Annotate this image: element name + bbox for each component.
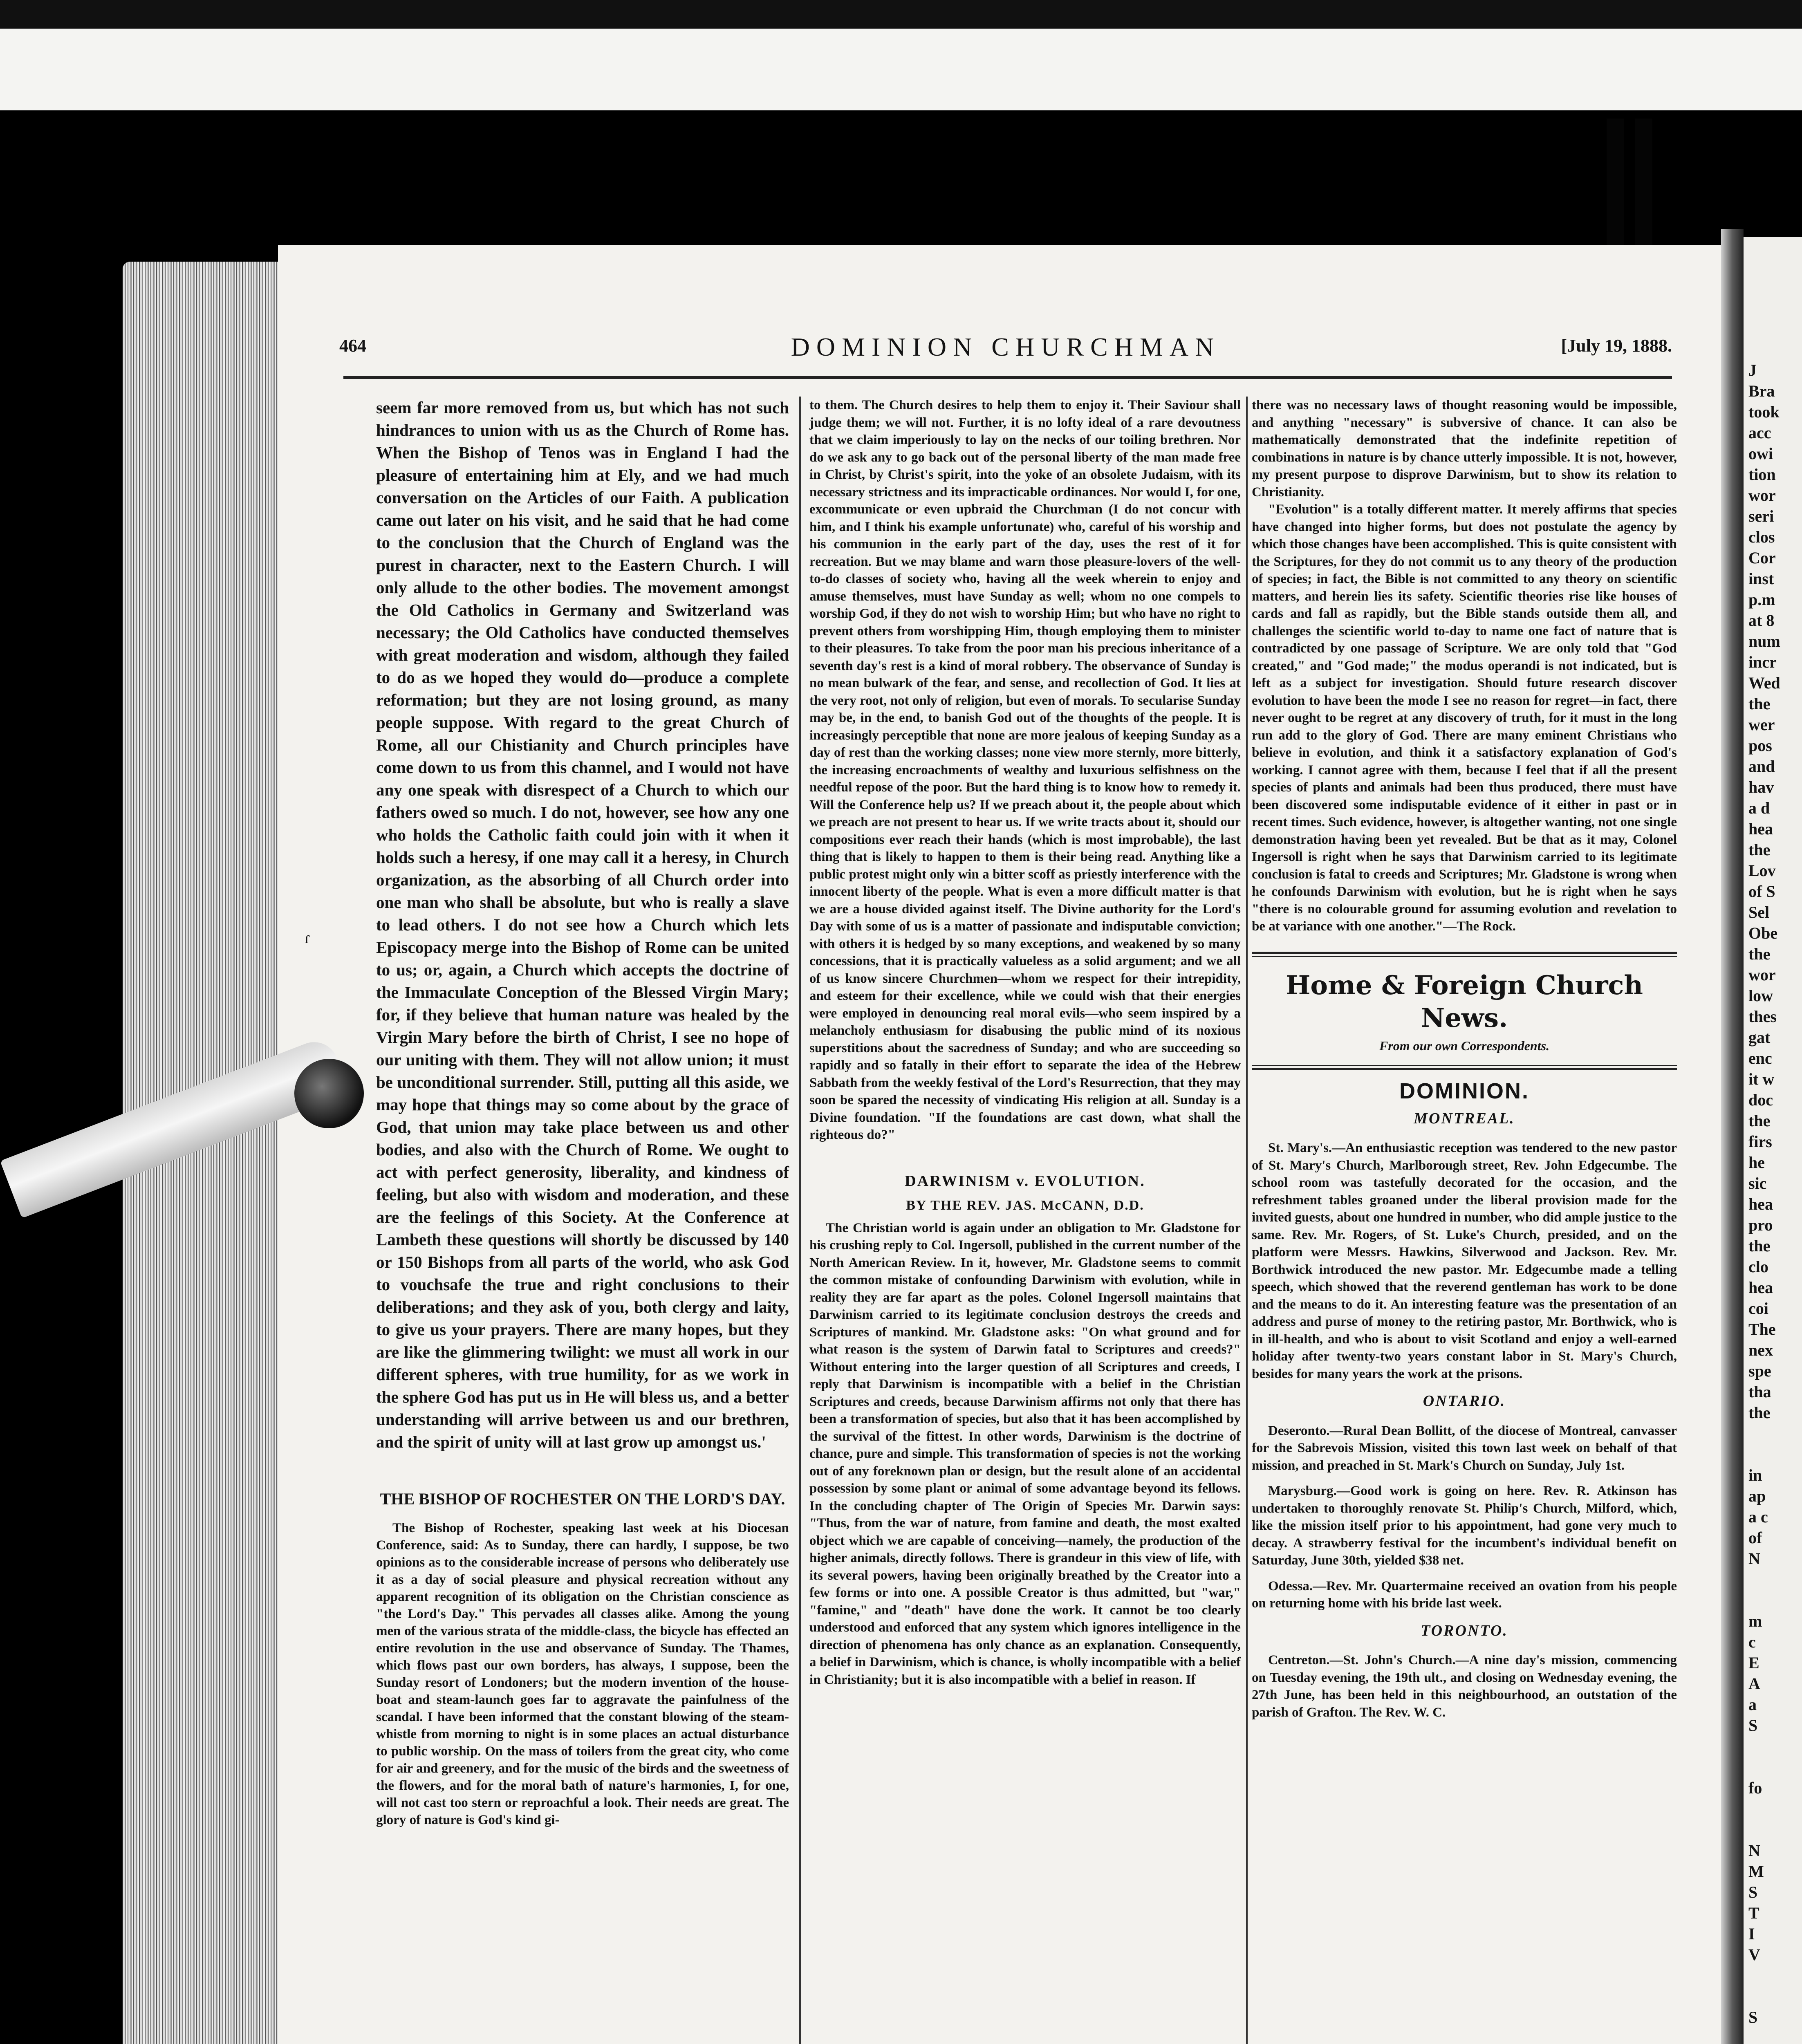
scan-top-band bbox=[0, 29, 1802, 110]
next-page-fragment-line bbox=[1744, 1965, 1802, 1986]
next-page-fragment-line: doc bbox=[1748, 1091, 1773, 1109]
banner-top-rule bbox=[1252, 952, 1677, 957]
next-page-fragment-line bbox=[1744, 1757, 1802, 1777]
column-left bbox=[376, 397, 789, 1829]
next-page-fragment-line: hea bbox=[1748, 1278, 1773, 1297]
next-page-fragment-line: hea bbox=[1748, 1195, 1773, 1213]
next-page-fragment-line: wor bbox=[1748, 486, 1776, 504]
next-page-fragment-line: c bbox=[1748, 1633, 1756, 1651]
next-page-fragment-line: a d bbox=[1748, 799, 1770, 817]
next-page-fragment-line bbox=[1744, 1569, 1802, 1590]
church-union-address-text: seem far more removed from us, but which has not such hindrances to union with us as the Church of Rome has. When the Bishop of Tenos was in England I had the pleasure of entertaining him at Ely, and we had much conversation on the Articles of our Faith. A publication came out later on his visit, and he said that he had come to the conclusion that the Church of England was the purest in character, next to the Eastern Church. I will only allude to the other bodies. The movement amongst the Old Catholics in Germany and Switzerland was necessary; the Old Catholics have conducted themselves with great moderation and wisdom, although they failed to do as we hoped they would do—produce a complete reformation; but they are not losing ground, as many people suppose. With regard to the great Church of Rome, all our Chistianity and Church principles have come down to us from this channel, and I would not have any one speak with disrespect of a Church to which our fathers owed so much. I do not, however, see how any one who holds the Catholic faith could join with it when it holds such a heresy, if one may call it a heresy, in Church organization, as the absorbing of all Church order into one man who shall be absolute, but who is really a slave to lead others. I do not see how a Church which lets Episcopacy merge into the Bishop of Rome can be united to us; or, again, a Church which accepts the doctrine of the Immaculate Conception of the Blessed Virgin Mary; for, if they believe that human nature was healed by the Virgin Mary before the birth of Christ, I see no hope of our uniting with them. They will not allow union; it must be unconditional surrender. Still, putting all this aside, we may hope that things may so come about by the grace of God, that union may take place between us and other bodies, and also with the Church of Rome. We ought to act with perfect generosity, liberality, and kindness of feeling, but also with wisdom and moderation, and these are the feelings of this Society. At the Conference at Lambeth these questions will shortly be discussed by 140 or 150 Bishops from all parts of the world, who ask God to vouchsafe the true and right conclusions to their deliberations; and they ask of you, both clergy and laity, to give us your prayers. There are many hopes, but they are like the glimmering twilight: we must all work in our different spheres, with true humility, for as we work in the sphere God has put us in He will bless us, and a better understanding will arrive between us and our brethren, and the spirit of unity will at last grow up amongst us.' bbox=[376, 398, 789, 1451]
next-page-fragment-line: nex bbox=[1748, 1341, 1773, 1359]
next-page-fragment-line: the bbox=[1748, 840, 1771, 859]
toronto-heading: TORONTO. bbox=[1421, 1622, 1508, 1639]
lords-day-continued-text: to them. The Church desires to help them to enjoy it. Their Saviour shall judge them; we will not. Further, it is no lofty ideal of a rare devoutness that we claim imperiously to lay on the necks of our toiling brethren. Nor do we ask any to go back out of the personal liberty of the man made free in Christ, by Christ's spirit, into the yoke of an obsolete Judaism, with its necessary strictness and its impracticable ordinances. Nor would I, for one, excommunicate or even upbraid the Churchman (I do not concur with him, and I think his example unfortunate) who, careful of his worship and his communion in the early part of the day, uses the rest of it for recreation. But we may blame and warn those pleasure-lovers of the well-to-do classes of society who, having all the week wherein to enjoy and amuse themselves, must have Sunday as well; whom no one compels to worship God, if they do not wish to worship Him; but who have no right to prevent others from worshipping Him, though employing them to minister to their pleasures. To take from the poor man his precious inheritance of a seventh day's rest is a kind of moral robbery. The observance of Sunday is no mean bulwark of the fear, and sense, and recollection of God. It lies at the very root, not only of religion, but even of morals. To secularise Sunday may be, in the end, to banish God out of the thoughts of the people. It is increasingly perceptible that none are more jealous of keeping Sunday as a day of rest than the working classes; none view more sternly, more bitterly, the increasing encroachments of wealthy and luxurious selfishness on the needful repose of the poor. But the hard thing is to know how to remedy it. Will the Conference help us? If we preach about it, the people about which we preach are not present to hear us. If we write tracts about it, should our compositions ever reach their hands (which is most improbable), the last thing that is likely to happen to them is their being read. Anything like a public protest might only win a bitter scoff as priestly interference with the innocent liberty of the people. What is even a more difficult matter is that we are a house divided against itself. The Divine authority for the Lord's Day with some of us is a matter of passionate and indisputable conviction; with others it is hedged by so many exceptions, and weakened by so many concessions, that it is practically valueless as a solid argument; and we all of us know sincere Churchmen—whom we respect for their intrepidity, and esteem for their excellence, while we could wish that their energies were employed in denouncing real moral evils—who seem inspired by a melancholy enthusiasm for disabusing the public mind of its noxious superstitions about the sacredness of Sunday; and who are succeeding so rapidly and so fatally in their effort to separate the idea of the Hebrew Sabbath from the weekly festival of the Lord's Resurrection, that they may soon be spared the necessity of vindicating His religion at all. Sunday is a Divine foundation. "If the foundations are cast down, what shall the righteous do?" bbox=[809, 398, 1241, 1142]
banner-bottom-rule bbox=[1252, 1065, 1677, 1070]
darwinism-continued-text: there was no necessary laws of thought reasoning would be impossible, and anything "necessary" is subversive of chance. It can also be mathematically demonstrated that the indefinite repetition of combinations in nature is by chance utterly impossible. It is not, however, my present purpose to disprove Darwinism, but to show its relation to Christianity. bbox=[1252, 398, 1677, 500]
dominion-heading: DOMINION. bbox=[1399, 1079, 1529, 1103]
correspondents-subtitle: From our own Correspondents. bbox=[1379, 1038, 1550, 1053]
next-page-fragment-line: spe bbox=[1748, 1362, 1771, 1380]
next-page-fragment-line: incr bbox=[1748, 653, 1777, 671]
next-page-fragment-line: Wed bbox=[1748, 674, 1780, 692]
next-page-fragment-line: it w bbox=[1748, 1070, 1775, 1088]
next-page-fragment-line: hav bbox=[1748, 778, 1774, 796]
next-page-fragment-line: S bbox=[1748, 2008, 1758, 2026]
next-page-fragment-line: Bra bbox=[1748, 382, 1775, 400]
margin-pencil-mark: ɾ bbox=[305, 928, 310, 947]
next-page-fragment-line: and bbox=[1748, 757, 1775, 775]
montreal-heading: MONTREAL. bbox=[1414, 1109, 1515, 1127]
next-page-fragment bbox=[1744, 237, 1802, 2044]
rochester-article-text: The Bishop of Rochester, speaking last week at his Diocesan Conference, said: As to Sunday, there can hardly, I suppose, be two opinions as to the considerable increase of persons who deliberately use it as a day of social pleasure and physical recreation without any apparent recognition of its obligation on the Christian conscience as "the Lord's Day." This pervades all classes alike. Among the young men of the various strata of the middle-class, the bicycle has effected an entire revolution in the use and observance of Sunday. The Thames, which flows past our own borders, has always, I suppose, been the Sunday resort of Londoners; but the modern invention of the house-boat and steam-launch goes far to aggravate the painfulness of the scandal. I have been informed that the constant blowing of the steam-whistle from morning to night is in some places an actual disturbance to public worship. On the mass of toilers from the great city, who come for air and greenery, and for the music of the birds and the sweetness of the flowers, and for the moral bath of nature's harmonies, I, for one, will not cast too stern or reproachful a look. Their needs are great. The glory of nature is God's kind gi- bbox=[376, 1521, 789, 1827]
darwinism-heading: DARWINISM v. EVOLUTION. bbox=[905, 1172, 1145, 1190]
next-page-fragment-line bbox=[1744, 1444, 1802, 1465]
next-page-fragment-line: fo bbox=[1748, 1779, 1762, 1797]
column-rule-2 bbox=[1246, 397, 1248, 2044]
next-page-fragment-line: m bbox=[1748, 1612, 1762, 1630]
next-page-fragment-line bbox=[1744, 1986, 1802, 2007]
next-page-fragment-line: seri bbox=[1748, 507, 1774, 525]
next-page-fragment-line: clos bbox=[1748, 528, 1775, 546]
next-page-fragment-line: hea bbox=[1748, 820, 1773, 838]
next-page-fragment-line: tion bbox=[1748, 465, 1776, 484]
next-page-fragment-line: wer bbox=[1748, 715, 1775, 734]
next-page-fragment-line: N bbox=[1748, 1549, 1760, 1568]
next-page-fragment-line: of S bbox=[1748, 882, 1775, 901]
next-page-fragment-line bbox=[1744, 1798, 1802, 1819]
next-page-fragment-line: J bbox=[1748, 361, 1757, 379]
next-page-fragment-line: gat bbox=[1748, 1028, 1771, 1047]
next-page-fragment-line: Sel bbox=[1748, 903, 1770, 921]
next-page-fragment-line: low bbox=[1748, 986, 1773, 1005]
next-page-fragment-line: enc bbox=[1748, 1049, 1772, 1067]
next-page-fragment-line: A bbox=[1748, 1674, 1760, 1693]
next-page-fragment-line: clo bbox=[1748, 1257, 1768, 1276]
column-middle bbox=[809, 397, 1241, 1688]
next-page-fragment-line: p.m bbox=[1748, 590, 1775, 609]
next-page-fragment-line: the bbox=[1748, 1112, 1771, 1130]
page-header bbox=[339, 332, 1672, 364]
next-page-fragment-line: sic bbox=[1748, 1174, 1767, 1192]
next-page-fragment-line: acc bbox=[1748, 424, 1771, 442]
next-page-fragment-line bbox=[1744, 1590, 1802, 1611]
publication-title: DOMINION CHURCHMAN bbox=[791, 332, 1221, 361]
church-news-banner: Home & Foreign Church News. bbox=[1285, 970, 1643, 1033]
header-rule bbox=[343, 376, 1672, 379]
next-page-fragment-line: S bbox=[1748, 1883, 1758, 1901]
next-page-fragment-line: S bbox=[1748, 1716, 1758, 1735]
next-page-fragment-line bbox=[1744, 1423, 1802, 1444]
next-page-fragment-line: the bbox=[1748, 1403, 1771, 1422]
next-page-fragment-line bbox=[1744, 1819, 1802, 1840]
next-page-fragment-line: T bbox=[1748, 1904, 1759, 1922]
deseronto-news-text: Deseronto.—Rural Dean Bollitt, of the diocese of Montreal, canvasser for the Sabrevois Mission, visited this town last week on behalf of that mission, and preached in St. Mark's Church on Sunday, July 1st. bbox=[1252, 1423, 1677, 1473]
book-gutter bbox=[1721, 229, 1744, 2044]
next-page-fragment-line: took bbox=[1748, 403, 1780, 421]
centreton-news-text: Centreton.—St. John's Church.—A nine day's mission, commencing on Tuesday evening, the 19th ult., and closing on Wednesday evening, the 27th June, has been held in this neighbourhood, an outstation of the parish of Grafton. The Rev. W. C. bbox=[1252, 1653, 1677, 1720]
next-page-fragment-line: inst bbox=[1748, 569, 1774, 588]
ontario-heading: ONTARIO. bbox=[1423, 1392, 1506, 1410]
next-page-fragment-line: Cor bbox=[1748, 549, 1776, 567]
issue-date: [July 19, 1888. bbox=[1561, 336, 1672, 356]
darwinism-byline: BY THE REV. JAS. McCANN, D.D. bbox=[906, 1198, 1144, 1213]
darwinism-text: The Christian world is again under an obligation to Mr. Gladstone for his crushing reply to Col. Ingersoll, published in the current number of the North American Review. In it, however, Mr. Gladstone seems to commit the common mistake of confounding Darwinism with evolution, while in reality they are far apart as the poles. Colonel Ingersoll maintains that Darwinism carried to its legitimate conclusion destroys the creeds and Scriptures of mankind. Mr. Gladstone asks: "On what ground and for what reason is the system of Darwin fatal to Scriptures and creeds?" Without entering into the larger question of all Scriptures and creeds, I reply that Darwinism is incompatible with a belief in the Christian Scriptures and creeds, because Darwinism affirms not only that there has been a transformation of species, but also that it has been accomplished by the survival of the fittest. In other words, Darwinism is the doctrine of chance, pure and simple. This transformation of species is not the working out of any foreknown plan or design, but the result alone of an accidental possession by some plant or animal of some advantage beyond its fellows. In the concluding chapter of The Origin of Species Mr. Darwin says: "Thus, from the war of nature, from famine and death, the most exalted object which we are capable of conceiving—namely, the production of the higher animals, directly follows. There is grandeur in this view of life, with its several powers, having been originally breathed by the Creator into a few forms or into one. A possible Creator is thus admitted, but "war," "famine," and "death" have done the work. It cannot be too clearly understood and enforced that any system which ignores intelligence in the direction of phenomena has only chance as an explanation. Consequently, a belief in Darwinism, which is chance, is wholly incompatible with a belief in Christianity; but it is also incompatible with a belief in reason. If bbox=[809, 1220, 1241, 1687]
montreal-news-text: St. Mary's.—An enthusiastic reception was tendered to the new pastor of St. Mary's Church, Marlborough street, Rev. John Edgecumbe. The school room was tastefully decorated for the occasion, and the refreshment tables groaned under the liberal provision made for the invited guests, about one hundred in number, who did ample justice to the same. Rev. Mr. Rogers, of St. Luke's Church, presided, and on the platform were Messrs. Hawkins, Silverwood and Jackson. Rev. Mr. Borthwick introduced the new pastor. Mr. Edgecumbe made a telling speech, which showed that the reverend gentleman has work to be done and the means to do it. An interesting feature was the presentation of an address and purse of money to the retiring pastor, Mr. Borthwick, who is in ill-health, and who is about to visit Scotland and enjoy a well-earned holiday after twenty-two years constant labor in St. Mary's Church, besides for many years the work at the prisons. bbox=[1252, 1141, 1677, 1381]
next-page-fragment-line: in bbox=[1748, 1466, 1762, 1484]
next-page-fragment-line: wor bbox=[1748, 966, 1776, 984]
column-right bbox=[1252, 397, 1677, 1729]
next-page-fragment-line: the bbox=[1748, 695, 1771, 713]
next-page-fragment-line: of bbox=[1748, 1529, 1762, 1547]
next-page-fragment-line: ap bbox=[1748, 1487, 1766, 1505]
next-page-fragment-line: M bbox=[1748, 1862, 1764, 1880]
next-page-fragment-line: the bbox=[1748, 945, 1771, 963]
next-page-fragment-line: a c bbox=[1748, 1508, 1768, 1526]
column-rule-1 bbox=[799, 397, 801, 2044]
next-page-fragment-line bbox=[1744, 1736, 1802, 1757]
marysburg-news-text: Marysburg.—Good work is going on here. Rev. R. Atkinson has undertaken to thoroughly renovate St. Philip's Church, Milford, which, like the mission itself prior to his appointment, had gone very much to decay. A strawberry festival for the incumbent's individual benefit on Saturday, June 30th, yielded $38 net. bbox=[1252, 1484, 1677, 1568]
next-page-fragment-line: num bbox=[1748, 632, 1780, 650]
next-page-fragment-line: owi bbox=[1748, 444, 1773, 463]
next-page-fragment-line: the bbox=[1748, 1237, 1771, 1255]
next-page-fragment-line: I bbox=[1748, 1925, 1755, 1943]
scan-top-border bbox=[0, 0, 1802, 29]
page-number: 464 bbox=[339, 336, 366, 356]
next-page-fragment-line: pos bbox=[1748, 736, 1772, 755]
next-page-fragment-line: at 8 bbox=[1748, 611, 1775, 630]
next-page-fragment-line: he bbox=[1748, 1153, 1765, 1172]
evolution-text: "Evolution" is a totally different matter. It merely affirms that species have changed into higher forms, but does not postulate the agency by which those changes have been accomplished. This is quite consistent with the Scriptures, for they do not commit us to any theory of the production of species; in fact, the Bible is not committed to any theory on scientific matters, and herein lies its safety. Scientific theories rise like houses of cards and fall as rapidly, but the Bible stands outside them all, and challenges the scientific world to-day to name one fact of nature that is contradicted by one passage of Scripture. We are only told that "God created," and "God made;" the modus operandi is not indicated, but is left as a subject for investigation. Should future research discover evolution to have been the mode I see no reason for regret—in fact, there never ought to be regret at any discovery of truth, for it must in the long run add to the glory of God. There are many eminent Christians who believe in evolution, and think it a satisfactory explanation of God's working. I cannot agree with them, because I feel that if all the present species of plants and animals had been thus produced, there must have been discovered some indisputable evidence of it either in past or in recent times. Such evidence, however, is altogether wanting, not one single demonstration having been yet revealed. But be that as it may, Colonel Ingersoll is right when he says that Darwinism carried to its legitimate conclusion is fatal to creeds and Scriptures; Mr. Gladstone is wrong when he confounds Darwinism with evolution, but he is right when he says "there is no colourable ground for assuming evolution and revelation to be at variance with one another."—The Rock. bbox=[1252, 502, 1677, 934]
next-page-fragment-line: coi bbox=[1748, 1299, 1768, 1318]
next-page-fragment-line: firs bbox=[1748, 1132, 1772, 1151]
next-page-fragment-line: The bbox=[1748, 1320, 1776, 1338]
next-page-fragment-line: a bbox=[1748, 1695, 1757, 1714]
next-page-fragment-line: tha bbox=[1748, 1383, 1771, 1401]
next-page-fragment-line: E bbox=[1748, 1654, 1759, 1672]
next-page-fragment-line: pro bbox=[1748, 1216, 1773, 1234]
next-page-fragment-line: thes bbox=[1748, 1007, 1777, 1026]
next-page-fragment-line: V bbox=[1748, 1945, 1760, 1964]
next-page-fragment-line bbox=[1744, 2028, 1802, 2044]
next-page-fragment-line: Lov bbox=[1748, 861, 1776, 880]
bookmark-tip bbox=[294, 1059, 364, 1128]
next-page-fragment-line: Obe bbox=[1748, 924, 1778, 942]
rochester-article-heading: THE BISHOP OF ROCHESTER ON THE LORD'S DAY. bbox=[380, 1490, 785, 1508]
next-page-fragment-line: N bbox=[1748, 1841, 1760, 1860]
odessa-news-text: Odessa.—Rev. Mr. Quartermaine received an ovation from his people on returning home with his bride last week. bbox=[1252, 1578, 1677, 1611]
